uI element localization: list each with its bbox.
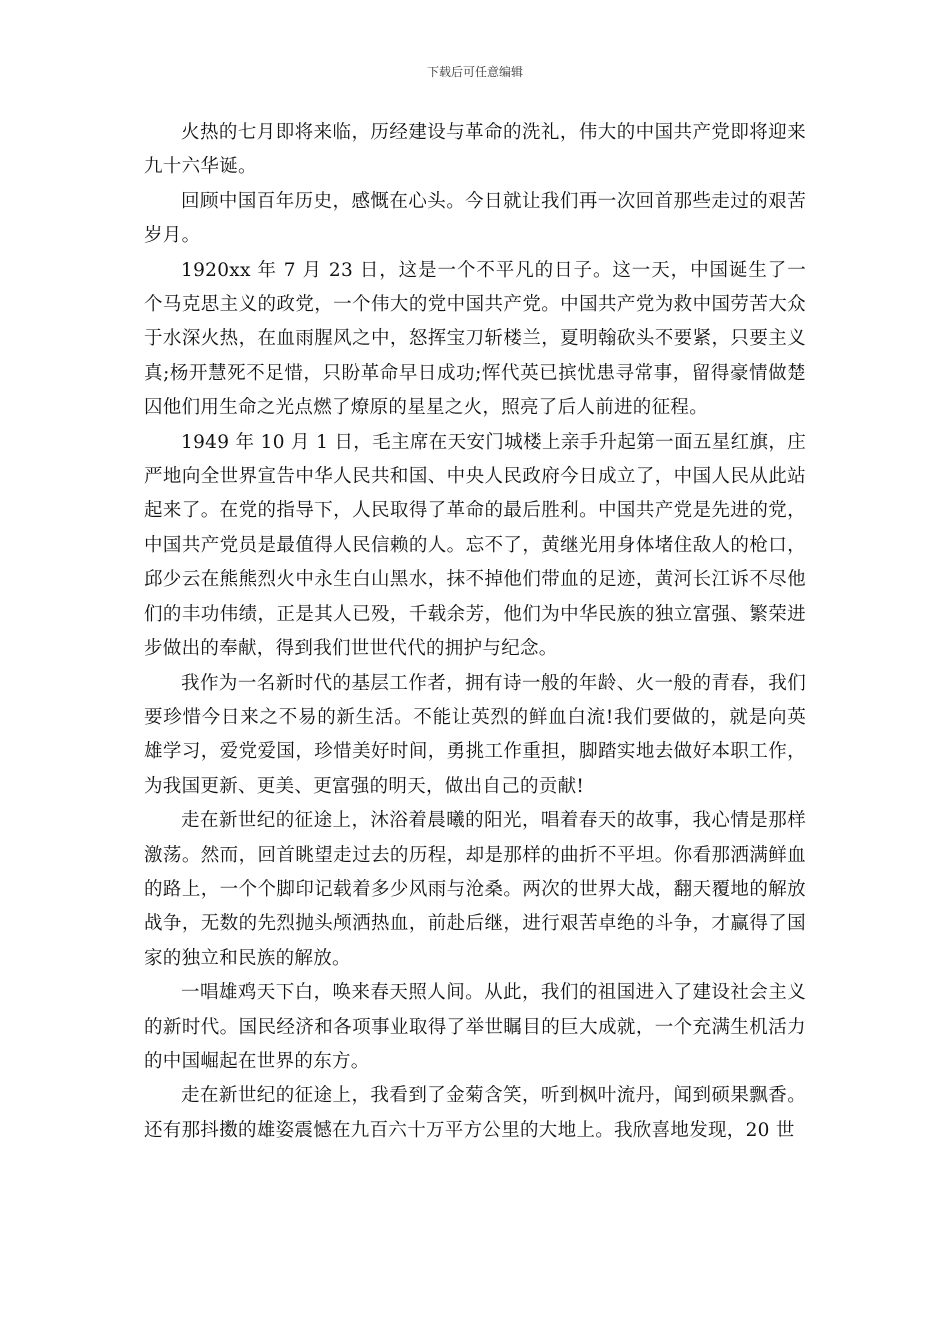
paragraph: 1920xx 年 7 月 23 日，这是一个不平凡的日子。这一天，中国诞生了一个马克思主义的政党，一个伟大的党中国共产党。中国共产党为救中国劳苦大众于水深火热，在血雨腥风之中，怒挥宝刀斩楼兰，夏明翰砍头不要紧，只要主义真;杨开慧死不足惜，只盼革命早日成功;恽代英已摈忧患寻常事，留得豪情做楚囚他们用生命之光点燃了燎原的星星之火，照亮了后人前进的征程。: [144, 259, 806, 419]
paragraph: 回顾中国百年历史，感慨在心头。今日就让我们再一次回首那些走过的艰苦岁月。: [144, 190, 806, 247]
paragraph: 走在新世纪的征途上，沐浴着晨曦的阳光，唱着春天的故事，我心情是那样激荡。然而，回首眺望走过去的历程，却是那样的曲折不平坦。你看那洒满鲜血的路上，一个个脚印记载着多少风雨与沧桑。两次的世界大战，翻天覆地的解放战争，无数的先烈抛头颅洒热血，前赴后继，进行艰苦卓绝的斗争，才赢得了国家的独立和民族的解放。: [144, 810, 806, 969]
paragraph: 一唱雄鸡天下白，唤来春天照人间。从此，我们的祖国进入了建设社会主义的新时代。国民经济和各项事业取得了举世瞩目的巨大成就，一个充满生机活力的中国崛起在世界的东方。: [144, 982, 806, 1072]
paragraph: 火热的七月即将来临，历经建设与革命的洗礼，伟大的中国共产党即将迎来九十六华诞。: [144, 122, 806, 178]
paragraph: 我作为一名新时代的基层工作者，拥有诗一般的年龄、火一般的青春，我们要珍惜今日来之不易的新生活。不能让英烈的鲜血白流!我们要做的，就是向英雄学习，爱党爱国，珍惜美好时间，勇挑工作重担，脚踏实地去做好本职工作，为我国更新、更美、更富强的明天，做出自己的贡献!: [144, 672, 806, 797]
paragraph: 走在新世纪的征途上，我看到了金菊含笑，听到枫叶流丹，闻到硕果飘香。还有那抖擞的雄姿震憾在九百六十万平方公里的大地上。我欣喜地发现，20 世: [144, 1085, 806, 1141]
document-body: [144, 116, 806, 1148]
paragraph: 1949 年 10 月 1 日，毛主席在天安门城楼上亲手升起第一面五星红旗，庄严地向全世界宣告中华人民共和国、中央人民政府今日成立了，中国人民从此站起来了。在党的指导下，人民取得了革命的最后胜利。中国共产党是先进的党，中国共产党员是最值得人民信赖的人。忘不了，黄继光用身体堵住敌人的枪口，邱少云在熊熊烈火中永生白山黑水，抹不掉他们带血的足迹，黄河长江诉不尽他们的丰功伟绩，正是其人已殁，千载余芳，他们为中华民族的独立富强、繁荣进步做出的奉献，得到我们世世代代的拥护与纪念。: [144, 431, 806, 660]
page-header-note: 下载后可任意编辑: [426, 65, 523, 79]
